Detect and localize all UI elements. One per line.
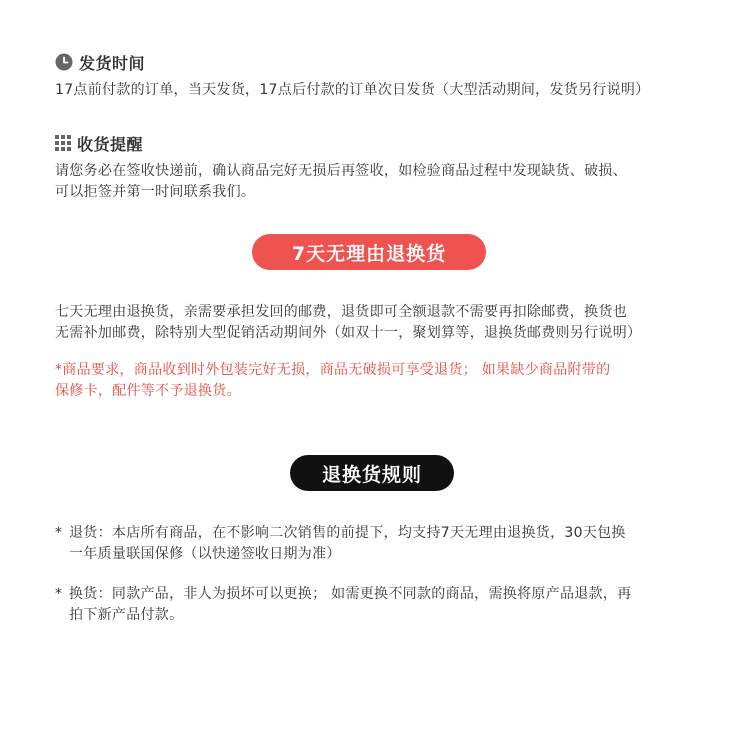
rules-banner: 退换货规则 xyxy=(290,455,454,491)
rule-return-line-2: 一年质量联国保修（以快递签收日期为准） xyxy=(69,546,341,562)
return-policy-line-2: 无需补加邮费，除特别大型促销活动期间外（如双十一，聚划算等，退换货邮费则另行说明） xyxy=(55,325,642,341)
shipping-time-text: 17点前付款的订单，当天发货，17点后付款的订单次日发货（大型活动期间，发货另行说明） xyxy=(55,82,650,98)
rule-bullet: * xyxy=(55,525,63,541)
grid-icon xyxy=(55,135,71,151)
receiving-reminder-line-2: 可以拒签并第一时间联系我们。 xyxy=(55,184,256,200)
shipping-time-title: 发货时间 xyxy=(79,53,146,73)
rule-exchange-cont xyxy=(55,605,715,626)
rule-exchange-line-1: 换货：同款产品，非人为损坏可以更换； 如需更换不同款的商品，需换将原产品退款，再 xyxy=(69,586,632,602)
rule-return xyxy=(55,523,715,544)
receiving-reminder-line-1: 请您务必在签收快递前，确认商品完好无损后再签收，如检验商品过程中发现缺货、破损、 xyxy=(55,163,627,179)
rule-return-cont xyxy=(55,544,715,565)
receiving-reminder-header xyxy=(55,132,143,154)
receiving-reminder-title: 收货提醒 xyxy=(77,134,144,154)
rule-bullet: * xyxy=(55,586,63,602)
rule-exchange-line-2: 拍下新产品付款。 xyxy=(69,607,184,623)
rule-return-line-1: 退货：本店所有商品，在不影响二次销售的前提下，均支持7天无理由退换货，30天包换 xyxy=(69,525,626,541)
rule-exchange xyxy=(55,584,715,605)
clock-icon xyxy=(55,53,73,71)
shipping-time-header xyxy=(55,51,145,73)
requirements-line-2: 保修卡，配件等不予退换货。 xyxy=(55,383,241,399)
return-policy-line-1: 七天无理由退换货，亲需要承担发回的邮费，退货即可全额退款不需要再扣除邮费，换货也 xyxy=(55,304,627,320)
requirements-line-1: *商品要求，商品收到时外包装完好无损，商品无破损可享受退货； 如果缺少商品附带的 xyxy=(55,362,611,378)
return-banner: 7天无理由退换货 xyxy=(252,234,486,270)
